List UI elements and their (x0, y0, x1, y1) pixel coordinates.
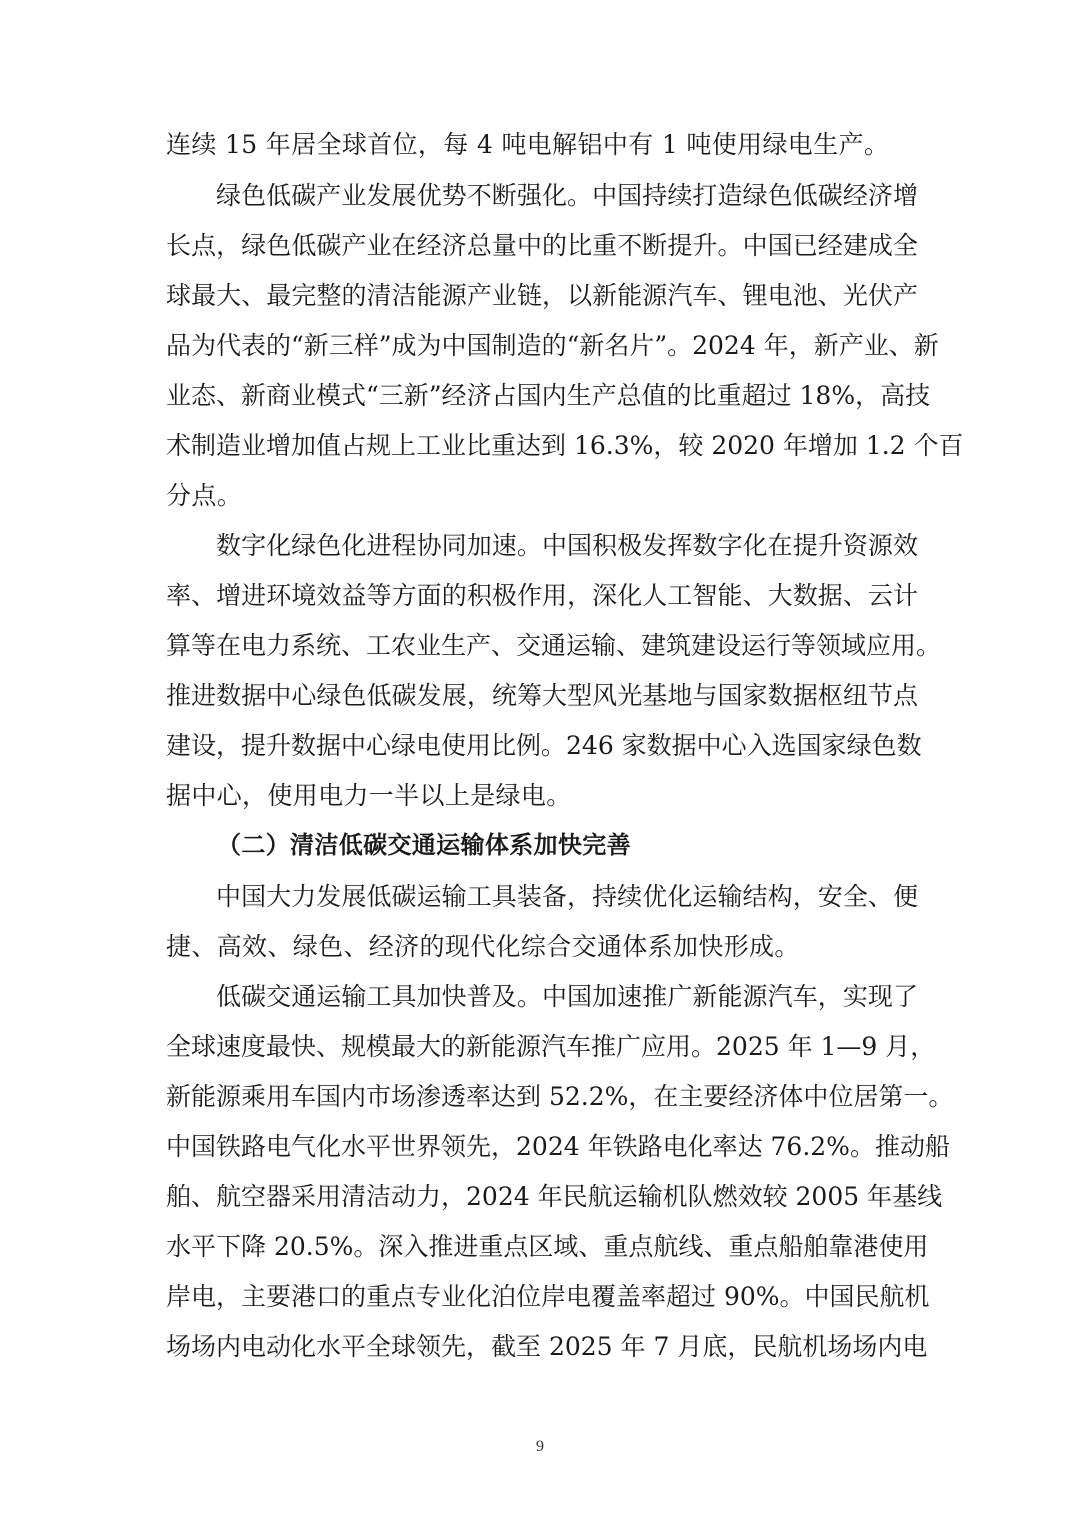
text-line: 岸电，主要港口的重点专业化泊位岸电覆盖率超过 90%。中国民航机 (166, 1282, 930, 1311)
text-line: 全球速度最快、规模最大的新能源汽车推广应用。2025 年 1—9 月， (166, 1032, 936, 1061)
text-line: 连续 15 年居全球首位，每 4 吨电解铝中有 1 吨使用绿电生产。 (166, 130, 890, 159)
text-line: 推进数据中心绿色低碳发展，统筹大型风光基地与国家数据枢纽节点 (166, 681, 918, 710)
text-line: 长点，绿色低碳产业在经济总量中的比重不断提升。中国已经建成全 (166, 231, 918, 260)
paragraph-start-line: 低碳交通运输工具加快普及。中国加速推广新能源汽车，实现了 (216, 982, 918, 1011)
paragraph-start-line: 绿色低碳产业发展优势不断强化。中国持续打造绿色低碳经济增 (216, 181, 918, 210)
text-line: 场场内电动化水平全球领先，截至 2025 年 7 月底，民航机场场内电 (166, 1332, 928, 1361)
text-line: 业态、新商业模式“三新”经济占国内生产总值的比重超过 18%，高技 (166, 381, 931, 410)
text-line: 术制造业增加值占规上工业比重达到 16.3%，较 2020 年增加 1.2 个百 (166, 431, 964, 460)
text-line: 率、增进环境效益等方面的积极作用，深化人工智能、大数据、云计 (166, 581, 918, 610)
text-line: 舶、航空器采用清洁动力，2024 年民航运输机队燃效较 2005 年基线 (166, 1182, 943, 1211)
page-number: 9 (536, 1438, 544, 1455)
text-line: 品为代表的“新三样”成为中国制造的“新名片”。2024 年，新产业、新 (166, 331, 939, 360)
paragraph-start-line: 中国大力发展低碳运输工具装备，持续优化运输结构，安全、便 (216, 882, 918, 911)
text-line: 水平下降 20.5%。深入推进重点区域、重点航线、重点船舶靠港使用 (166, 1232, 929, 1261)
text-line: 中国铁路电气化水平世界领先，2024 年铁路电化率达 76.2%。推动船 (166, 1132, 950, 1161)
text-line: 新能源乘用车国内市场渗透率达到 52.2%，在主要经济体中位居第一。 (166, 1082, 954, 1111)
text-line: 分点。 (166, 481, 243, 510)
text-line: 捷、高效、绿色、经济的现代化综合交通体系加快形成。 (166, 932, 800, 961)
text-line: 球最大、最完整的清洁能源产业链，以新能源汽车、锂电池、光伏产 (166, 281, 918, 310)
paragraph-start-line: 数字化绿色化进程协同加速。中国积极发挥数字化在提升资源效 (216, 531, 918, 560)
section-heading: （二）清洁低碳交通运输体系加快完善 (217, 831, 631, 859)
text-line: 据中心，使用电力一半以上是绿电。 (166, 781, 572, 810)
text-line: 算等在电力系统、工农业生产、交通运输、建筑建设运行等领域应用。 (166, 631, 942, 660)
text-line: 建设，提升数据中心绿电使用比例。246 家数据中心入选国家绿色数 (166, 731, 922, 760)
